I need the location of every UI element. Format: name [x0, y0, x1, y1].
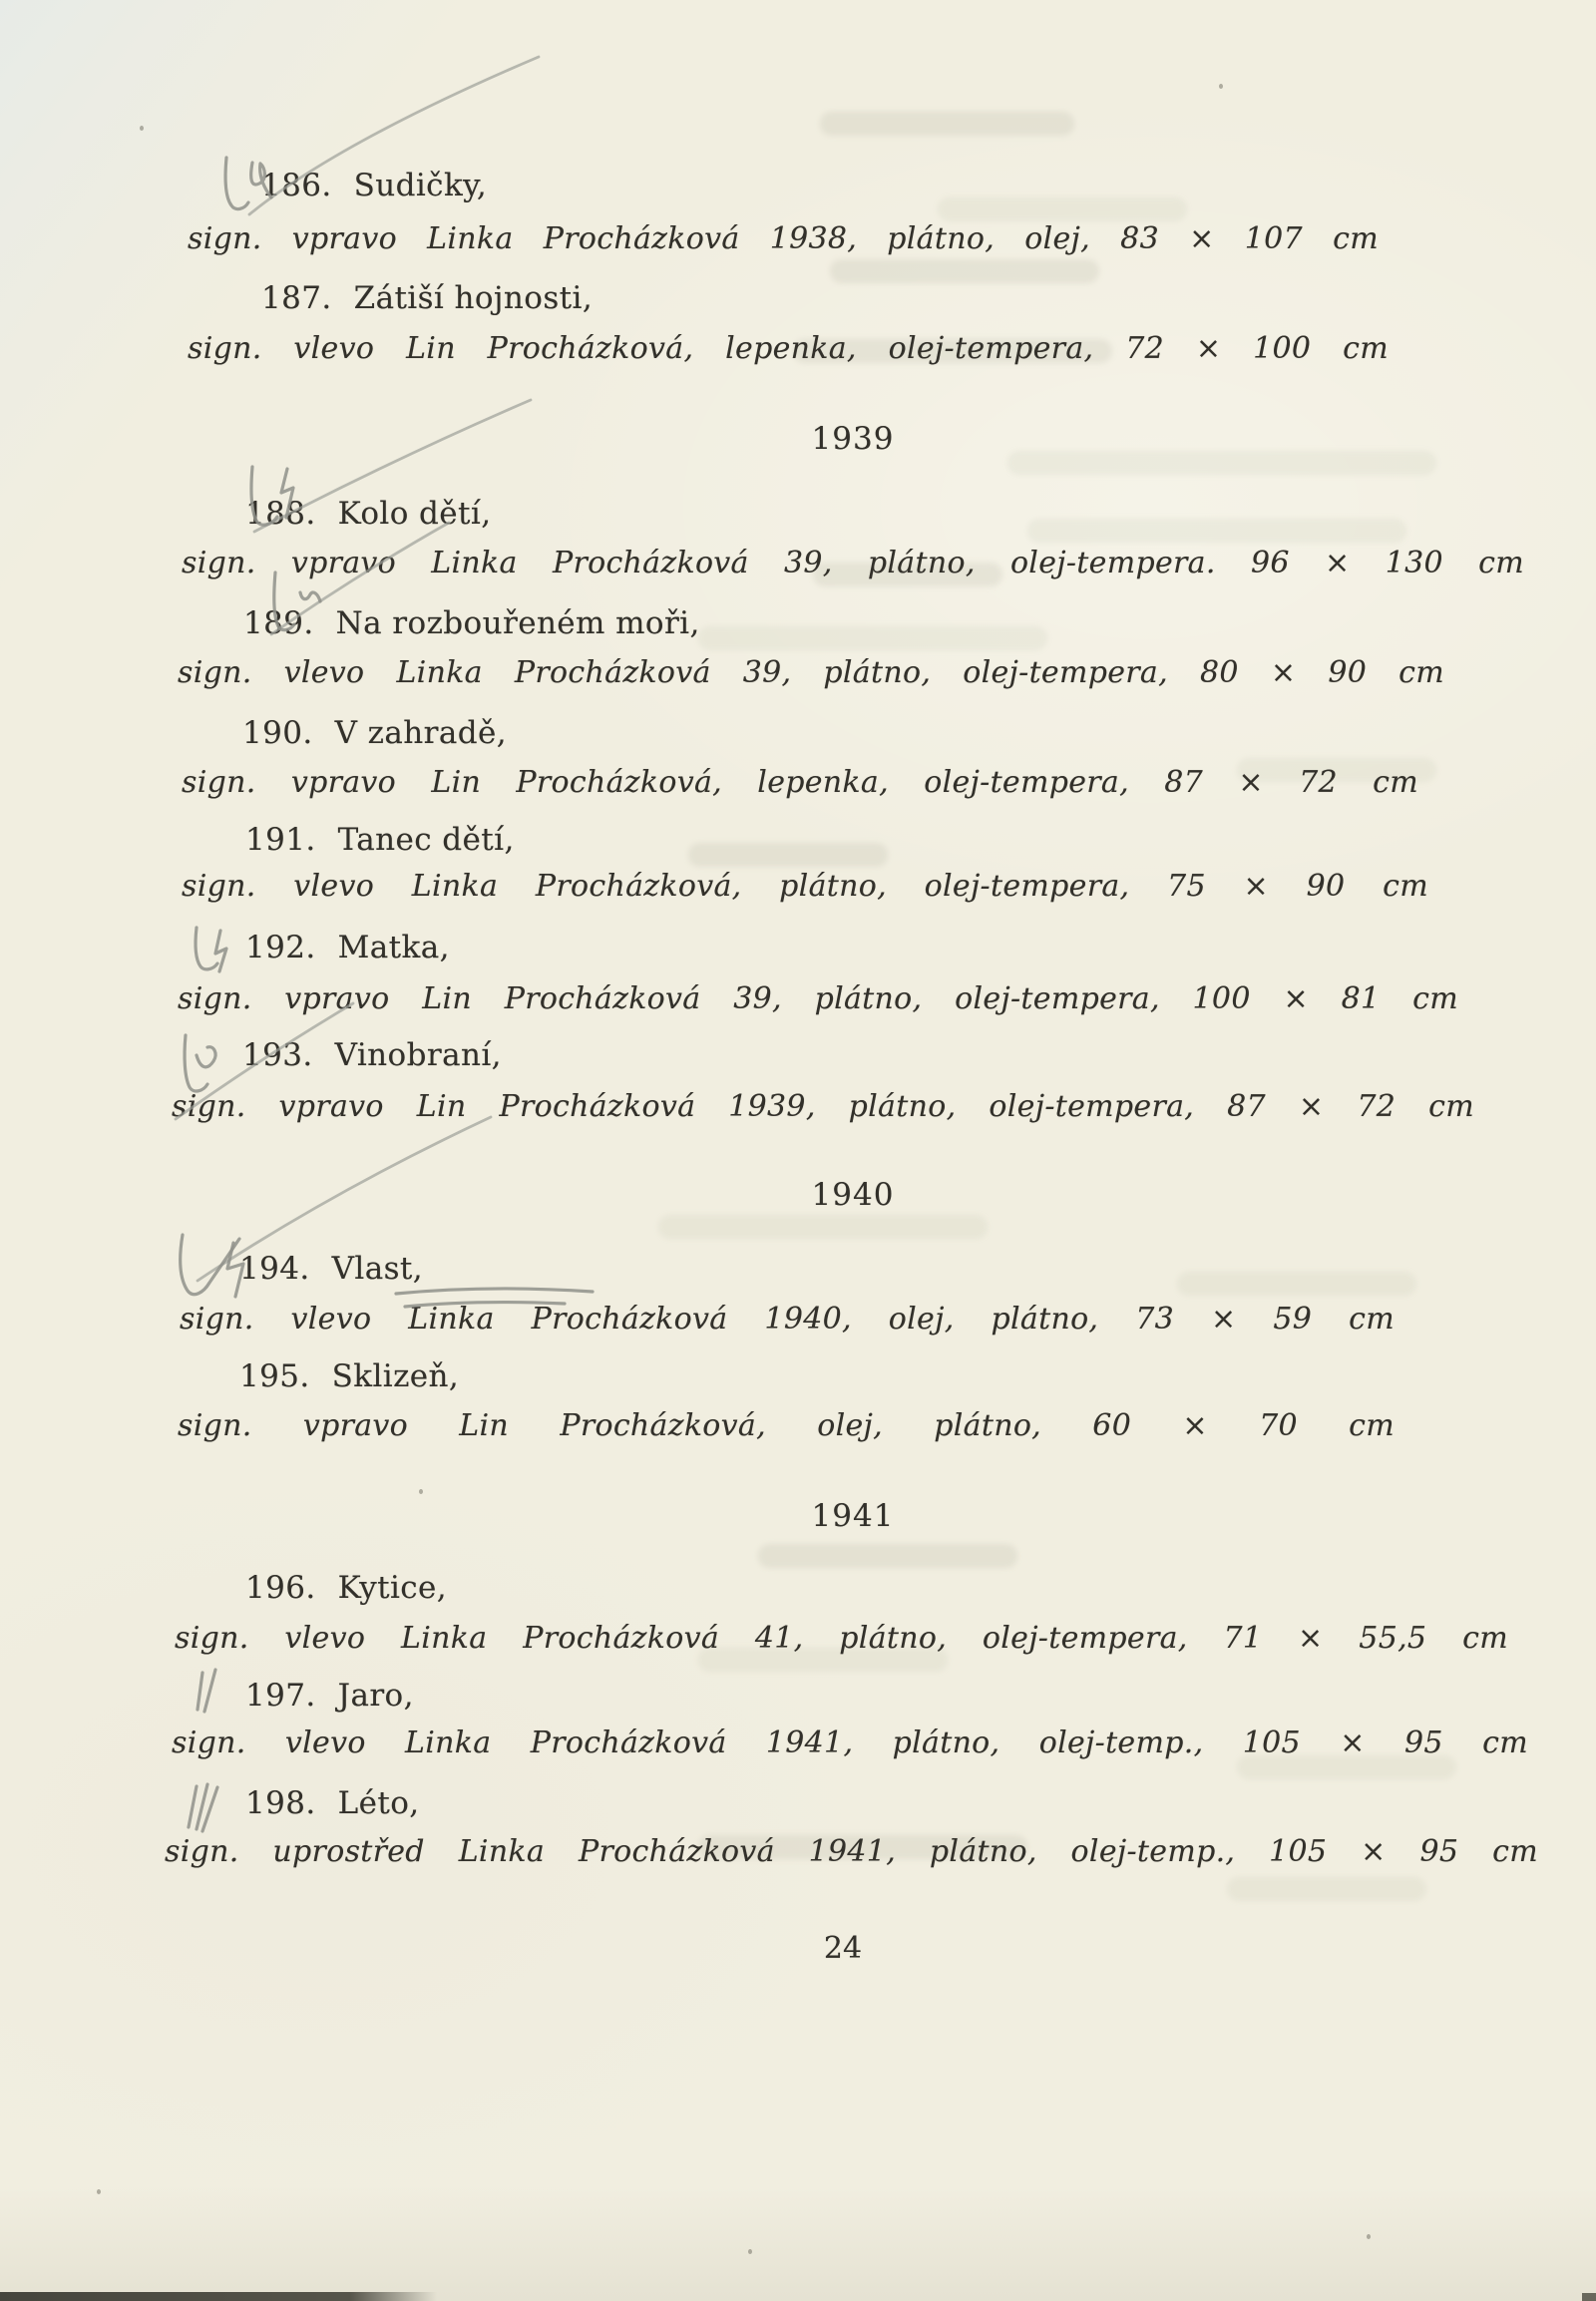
entry-number: 190.	[242, 715, 313, 751]
year-heading-1941: 1941	[811, 1498, 895, 1534]
show-through-smudge	[1177, 1272, 1416, 1296]
show-through-smudge	[938, 197, 1187, 221]
entry-sign-line: sign. vpravo Linka Procházková 1938, plátno, olej, 83 × 107 cm	[188, 221, 1379, 256]
entry-title	[245, 1678, 414, 1714]
entry-title	[245, 496, 491, 532]
entry-title	[239, 1251, 423, 1287]
entry-sign-line: sign. vpravo Lin Procházková, olej, plátno, 60 × 70 cm	[178, 1408, 1395, 1443]
show-through-smudge	[1227, 1877, 1426, 1901]
pencil-squiggle-189	[300, 592, 320, 601]
entry-name: V zahradě,	[334, 715, 507, 751]
show-through-smudge	[820, 112, 1074, 136]
entry-number: 196.	[245, 1570, 316, 1606]
pencil-tick-198	[189, 1784, 217, 1831]
dust-speck	[140, 126, 144, 131]
entry-title	[242, 715, 507, 751]
entry-title	[242, 1037, 502, 1073]
entry-sign-line: sign. uprostřed Linka Procházková 1941, plátno, olej-temp., 105 × 95 cm	[165, 1834, 1538, 1869]
dust-speck	[97, 2189, 101, 2194]
dust-speck	[1219, 84, 1223, 89]
year-heading-1939: 1939	[811, 421, 895, 457]
entry-name: Na rozbouřeném moři,	[335, 605, 700, 641]
entry-sign-line: sign. vpravo Lin Procházková 39, plátno, olej-tempera, 100 × 81 cm	[178, 981, 1458, 1016]
entry-sign-line: sign. vlevo Linka Procházková 1940, olej, plátno, 73 × 59 cm	[180, 1302, 1395, 1337]
show-through-smudge	[698, 626, 1047, 650]
entry-title	[239, 1358, 459, 1394]
entry-sign-line: sign. vpravo Lin Procházková 1939, plátno, olej-tempera, 87 × 72 cm	[172, 1089, 1474, 1124]
entry-name: Vlast,	[331, 1251, 424, 1287]
entry-title	[245, 822, 515, 858]
dust-speck	[419, 1489, 423, 1494]
entry-title	[245, 1785, 420, 1821]
show-through-smudge	[758, 1544, 1017, 1568]
entry-title	[243, 605, 700, 641]
entry-number: 191.	[245, 822, 316, 858]
pencil-checkmark-194	[181, 1235, 239, 1295]
scan-edge-artifact	[0, 2292, 437, 2301]
pencil-checkmark-192	[196, 928, 217, 969]
entry-number: 194.	[239, 1251, 310, 1287]
entry-name: Zátiší hojnosti,	[353, 280, 594, 316]
show-through-smudge	[688, 843, 888, 867]
pencil-squiggle-192	[215, 931, 226, 971]
entry-name: Léto,	[337, 1785, 420, 1821]
entry-sign-line: sign. vlevo Linka Procházková 39, plátno, olej-tempera, 80 × 90 cm	[178, 655, 1444, 690]
entry-number: 188.	[245, 496, 316, 532]
year-heading-1940: 1940	[811, 1177, 895, 1213]
entry-sign-line: sign. vpravo Linka Procházková 39, plátno, olej-tempera. 96 × 130 cm	[182, 546, 1524, 580]
entry-name: Sklizeň,	[331, 1358, 460, 1394]
entry-number: 189.	[243, 605, 314, 641]
entry-number: 198.	[245, 1785, 316, 1821]
scan-edge-artifact	[1582, 2293, 1596, 2301]
entry-number: 186.	[261, 168, 332, 203]
entry-sign-line: sign. vlevo Linka Procházková, plátno, olej-tempera, 75 × 90 cm	[182, 869, 1428, 904]
entry-title	[245, 930, 450, 965]
entry-name: Kytice,	[337, 1570, 448, 1606]
entry-sign-line: sign. vlevo Linka Procházková 41, plátno, olej-tempera, 71 × 55,5 cm	[175, 1621, 1508, 1656]
pencil-underline-vlast-1	[396, 1289, 593, 1294]
entry-number: 192.	[245, 930, 316, 965]
entry-name: Jaro,	[337, 1678, 414, 1714]
page-number: 24	[823, 1931, 863, 1966]
dust-speck	[1367, 2234, 1371, 2239]
pencil-checkmark-186	[225, 158, 248, 209]
entry-number: 197.	[245, 1678, 316, 1714]
entry-sign-line: sign. vlevo Lin Procházková, lepenka, olej-tempera, 72 × 100 cm	[188, 331, 1389, 366]
show-through-smudge	[658, 1215, 988, 1239]
entry-name: Tanec dětí,	[337, 822, 515, 858]
entry-name: Matka,	[337, 930, 450, 965]
dust-speck	[748, 2249, 752, 2254]
show-through-smudge	[1027, 519, 1406, 543]
entry-title	[261, 280, 593, 316]
entry-sign-line: sign. vpravo Lin Procházková, lepenka, olej-tempera, 87 × 72 cm	[182, 765, 1418, 800]
entry-name: Vinobraní,	[334, 1037, 502, 1073]
pencil-checkmark-193	[185, 1035, 207, 1091]
pencil-tick-197	[198, 1670, 215, 1712]
entry-title	[261, 168, 487, 203]
entry-name: Kolo dětí,	[337, 496, 492, 532]
pencil-squiggle-193	[197, 1047, 215, 1067]
entry-sign-line: sign. vlevo Linka Procházková 1941, plátno, olej-temp., 105 × 95 cm	[172, 1726, 1528, 1760]
entry-number: 195.	[239, 1358, 310, 1394]
entry-name: Sudičky,	[353, 168, 488, 203]
entry-number: 187.	[261, 280, 332, 316]
entry-number: 193.	[242, 1037, 313, 1073]
show-through-smudge	[1007, 451, 1436, 475]
entry-title	[245, 1570, 447, 1606]
